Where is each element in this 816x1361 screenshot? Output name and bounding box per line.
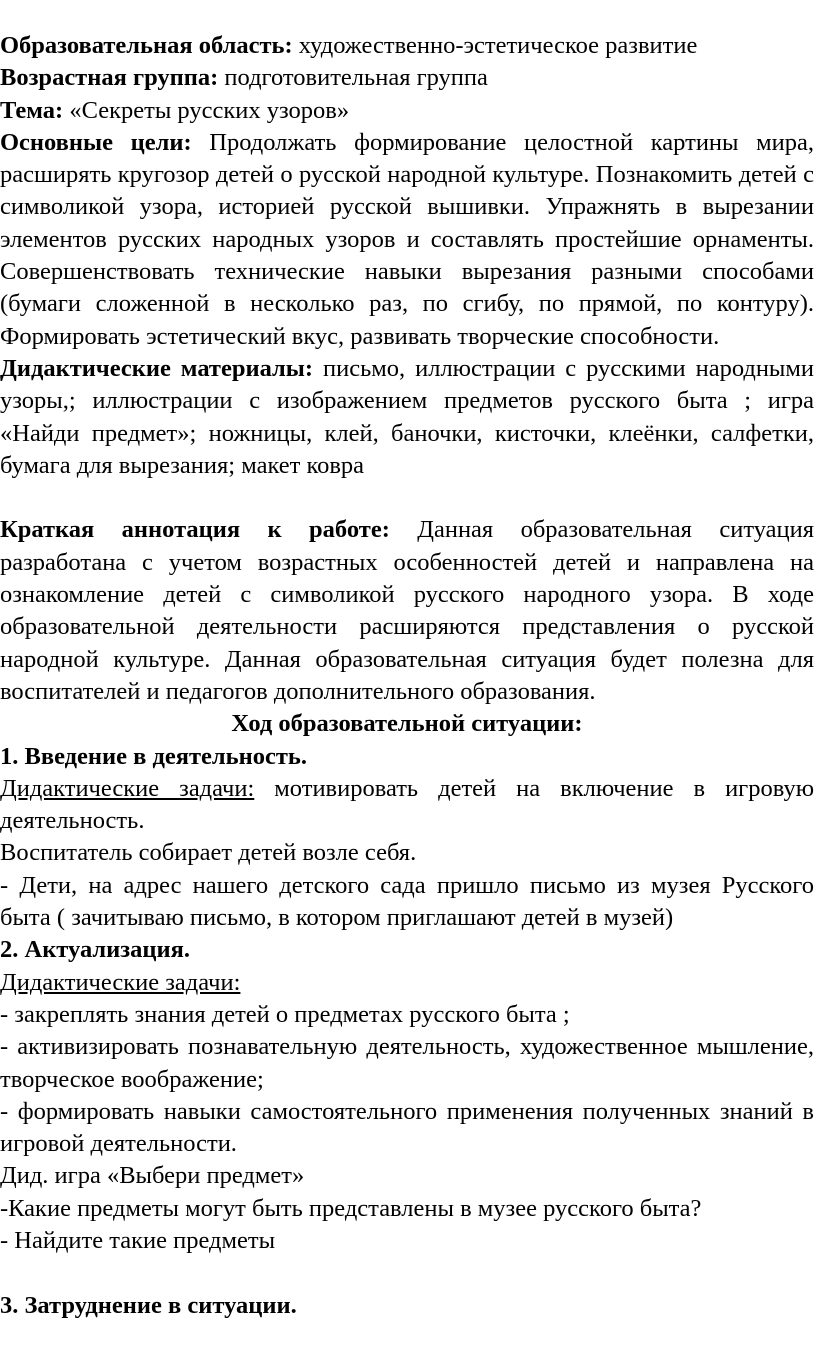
section2-tasks-label-line [0,967,814,999]
annotation-paragraph [0,514,814,708]
goals-label: Основные цели: [0,128,192,156]
goals-text: Продолжать формирование целостной картины мира, расширять кругозор детей о русской народной культуре. Познакомить детей с символикой узора, историей русской вышивки. Упражнять в вырезании элементов русских народных узоров и составлять простейшие орнаменты. Совершенствовать технические навыки вырезания разными способами (бумаги сложенной в несколько раз, по сгибу, по прямой, по контуру). Формировать эстетический вкус, развивать творческие способности. [0,128,814,350]
group-label: Возрастная группа: [0,64,219,92]
materials-text: письмо, иллюстрации с русскими народными узоры,; иллюстрации с изображением предметов русского быта ; игра «Найди предмет»; ножницы, клей, баночки, кисточки, клеёнки, салфетки, бумага для вырезания; макет ковра [0,354,815,479]
annotation-text: Данная образовательная ситуация разработана с учетом возрастных особенностей детей и направлена на ознакомление детей с символикой русского народного узора. В ходе образовательной деятельности расширяются представления о русской народной культуре. Данная образовательная ситуация будет полезна для воспитателей и педагогов дополнительного образования. [0,516,814,705]
materials-paragraph [0,353,814,482]
course-title: Ход образовательной ситуации: [231,710,583,738]
section3-heading: 3. Затруднение в ситуации. [0,1291,297,1319]
area-label: Образовательная область: [0,32,293,59]
section1-tasks-label: Дидактические задачи: [0,774,255,802]
blank-line [0,482,814,514]
section2-question: -Какие предметы могут быть представлены в музее русского быта? [0,1194,702,1222]
section2-item: - активизировать познавательную деятельность, художественное мышление, творческое воображение; [0,1033,814,1093]
section2-instruction: - Найдите такие предметы [0,1226,276,1254]
section1-heading: 1. Введение в деятельность. [0,742,307,770]
section1-line1: Воспитатель собирает детей возле себя. [0,839,417,867]
materials-label: Дидактические материалы: [0,354,314,382]
goals-paragraph [0,127,814,353]
section2-heading: 2. Актуализация. [0,936,190,964]
section1-tasks [0,773,814,838]
theme-value: «Секреты русских узоров» [63,96,350,124]
section2-game: Дид. игра «Выбери предмет» [0,1162,305,1190]
area-line [0,30,814,62]
annotation-label: Краткая аннотация к работе: [0,516,390,544]
theme-label: Тема: [0,96,64,124]
theme-line [0,95,814,127]
section2-tasks-label: Дидактические задачи: [0,968,241,996]
section1-tasks-text: мотивировать детей на включение в игровую деятельность. [0,774,815,835]
group-line [0,62,814,94]
group-value: подготовительная группа [218,64,488,92]
section1-line2: - Дети, на адрес нашего детского сада пришло письмо из музея Русского быта ( зачитываю письмо, в котором приглашают детей в музей) [0,871,814,932]
document-page [0,30,814,1322]
area-value: художественно-эстетическое развитие [292,32,698,59]
blank-line [0,1257,814,1289]
section2-item: - формировать навыки самостоятельного применения полученных знаний в игровой деятельности. [0,1097,814,1158]
section2-item: - закреплять знания детей о предметах русского быта ; [0,1000,570,1028]
